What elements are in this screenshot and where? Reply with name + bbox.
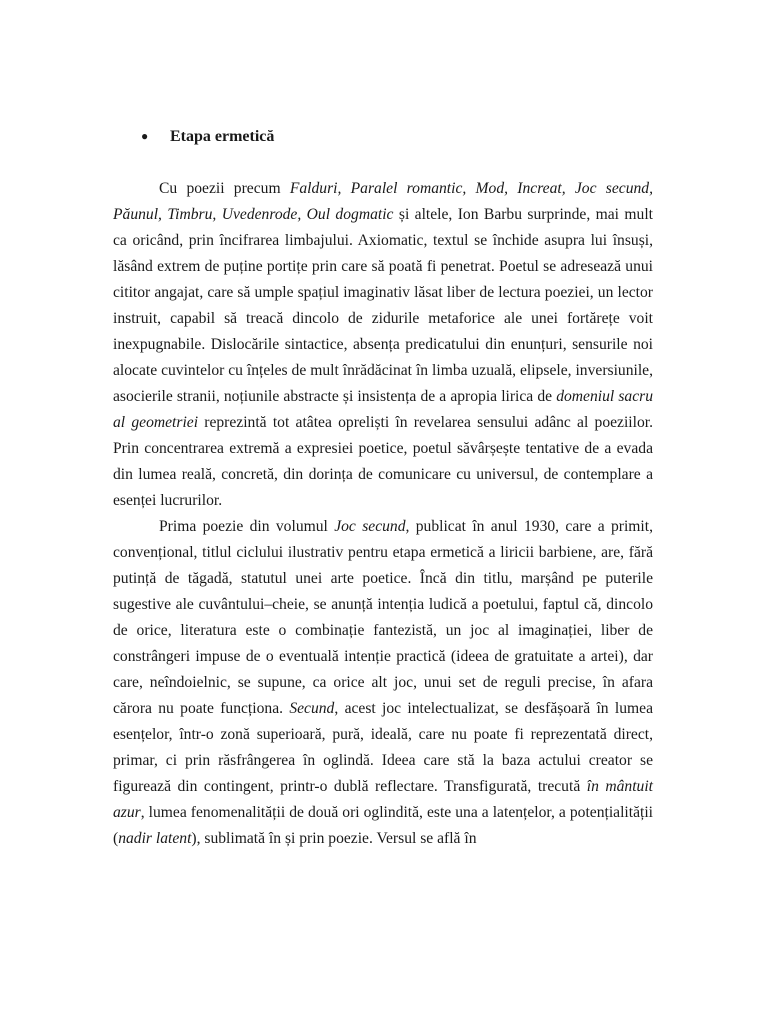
- text-run: reprezintă tot atâtea opreliști în revelarea sensului adânc al poeziilor. Prin concentrarea extremă a expresiei poetice, poetul săvârșește tentative de a evada din lumea reală, concretă, din dorința de comunicare cu universul, de contemplare a esenței lucrurilor.: [113, 414, 653, 509]
- section-heading: [141, 124, 274, 149]
- text-run: Cu poezii precum: [159, 180, 290, 197]
- bullet-icon: ●: [141, 129, 149, 143]
- text-run: publicat în anul 1930, care a primit, convențional, titlul ciclului ilustrativ pentru etapa ermetică a liricii barbiene, are, fără putință de tăgadă, statutul unei arte poetice. Încă din titlu, marșând pe puterile sugestive ale cuvântului–cheie, se anunță intenția ludică a poetului, faptul că, dincolo de orice, literatura este o combinație fantezistă, un joc al imaginației, liber de constrângeri impuse de o eventuală intenție practică (ideea de gratuitate a artei), dar care, neîndoielnic, se supune, ca orice alt joc, unui set de reguli precise, în afara cărora nu poate funcționa.: [113, 518, 653, 717]
- italic-text-run: Falduri, Paralel romantic, Mod, Increat, Joc secund, Păunul, Timbru, Uvedenrode, Oul dogmatic: [113, 180, 653, 223]
- text-run: Prima poezie din volumul: [159, 518, 335, 535]
- section-heading-text: Etapa ermetică: [170, 128, 275, 145]
- italic-text-run: în mântuit azur: [113, 778, 653, 821]
- italic-text-run: Secund: [289, 700, 335, 717]
- italic-text-run: domeniul sacru al geometriei: [113, 388, 653, 431]
- text-run: și altele, Ion Barbu surprinde, mai mult ca oricând, prin încifrarea limbajului. Axiomatic, textul se închide asupra lui însuși, lăsând extrem de puține portițe prin care să poată fi penetrat. Poetul se adresează unui cititor angajat, care să umple spațiul imaginativ lăsat liber de lectura poeziei, un lector instruit, capabil să treacă dincolo de zidurile metaforice ale unei fortărețe voit inexpugnabile. Dislocările sintactice, absența predicatului din enunțuri, sensurile noi alocate cuvintelor cu înțeles de mult înrădăcinat în limba uzuală, elipsele, inversiunile, asocierile stranii, noțiunile abstracte și insistența de a apropia lirica de: [113, 206, 654, 405]
- paragraph-1: [113, 176, 653, 514]
- text-run: ), sublimată în și prin poezie. Versul se află în: [191, 830, 477, 847]
- text-run: , lumea fenomenalității de două ori oglindită, este una a latențelor, a potențialității (: [113, 804, 653, 847]
- italic-text-run: nadir latent: [118, 830, 192, 847]
- document-body: [113, 176, 653, 852]
- italic-text-run: Joc secund,: [334, 518, 410, 535]
- text-run: , acest joc intelectualizat, se desfășoară în lumea esențelor, într-o zonă superioară, pură, ideală, care nu poate fi reprezentată direct, primar, ci prin răsfrângerea în oglindă. Ideea care stă la baza actului creator se figurează din contingent, printr-o dublă reflectare. Transfigurată, trecută: [113, 700, 653, 795]
- paragraph-2: [113, 514, 653, 852]
